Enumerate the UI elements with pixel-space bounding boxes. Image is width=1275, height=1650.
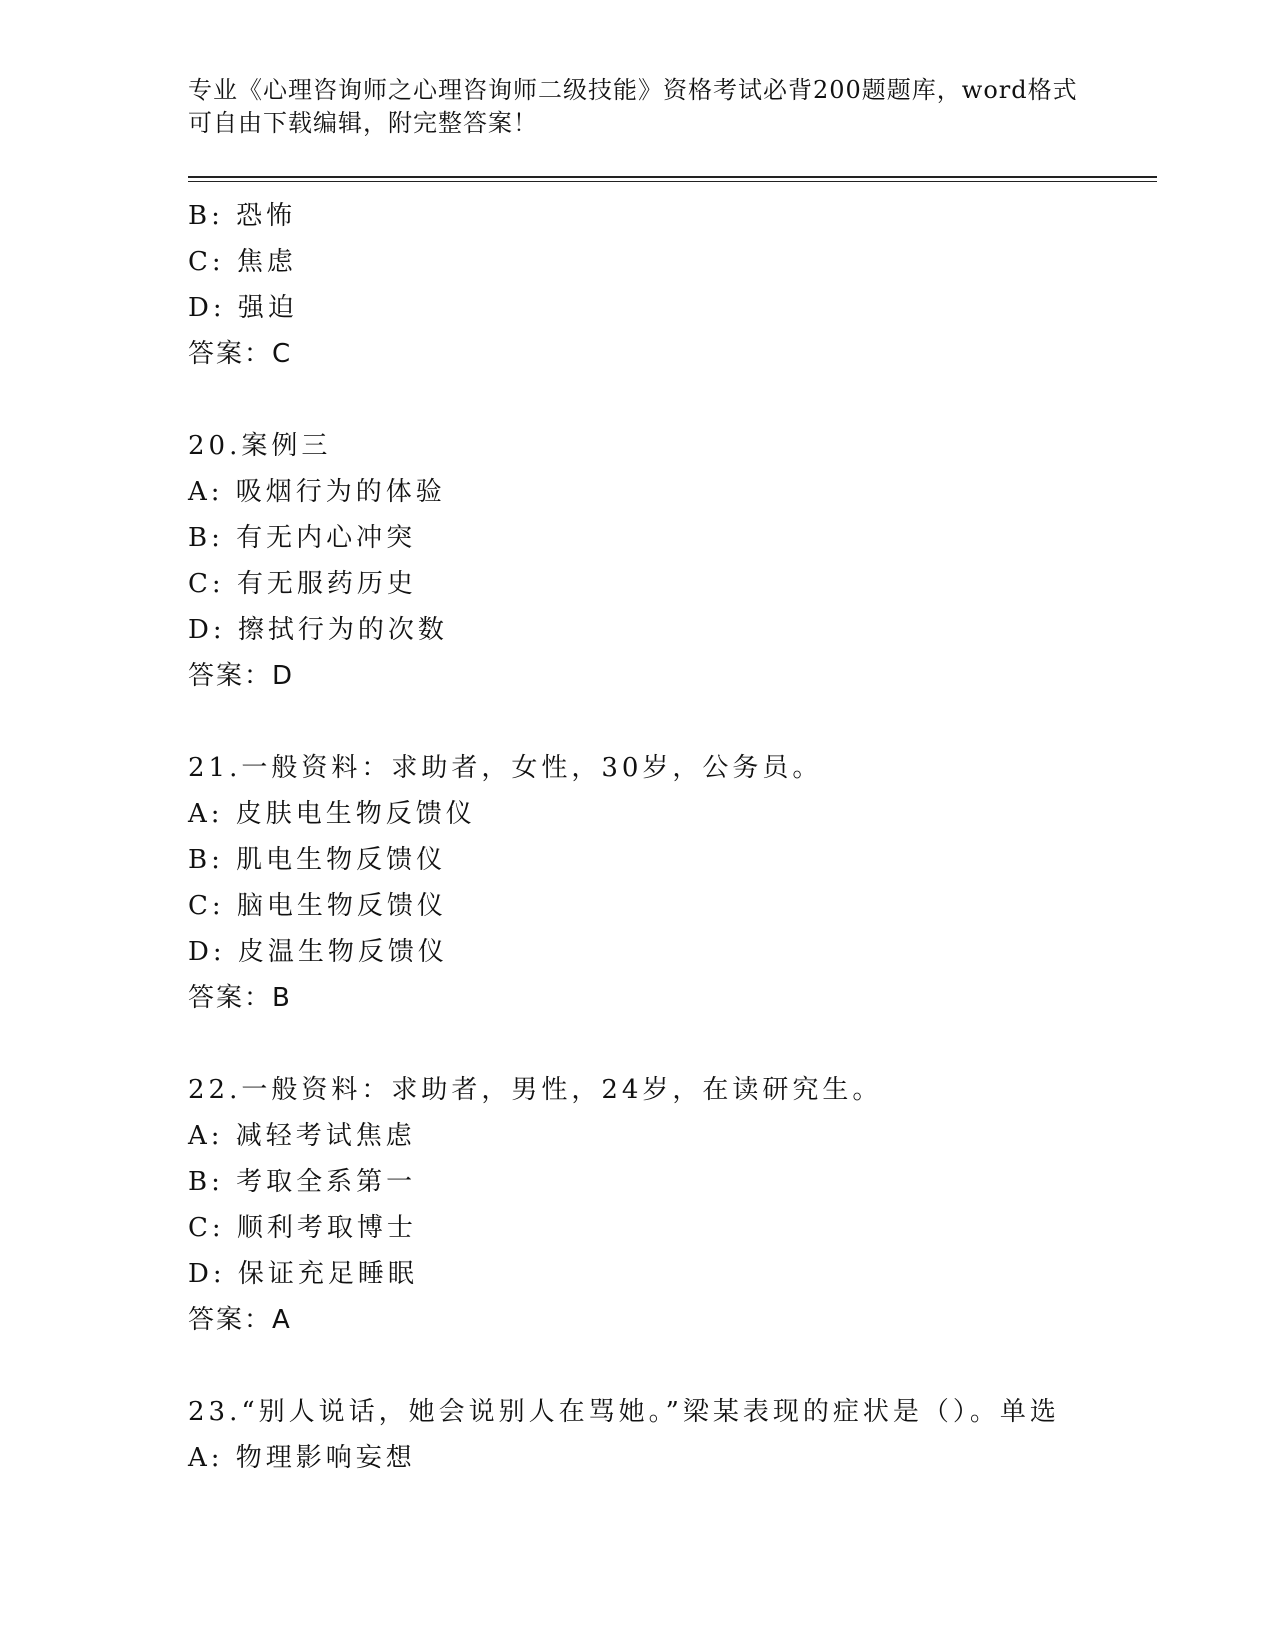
option-c: C: 有无服药历史 xyxy=(188,569,417,599)
option-b: B: 恐怖 xyxy=(188,201,297,231)
option-d: D: 擦拭行为的次数 xyxy=(188,615,448,645)
header-divider xyxy=(188,176,1157,178)
header-divider-thin xyxy=(188,181,1157,182)
question-block xyxy=(188,423,1148,699)
answer-line: 答案：C xyxy=(188,339,293,369)
option-b: B: 肌电生物反馈仪 xyxy=(188,845,447,875)
option-a: A: 皮肤电生物反馈仪 xyxy=(188,799,476,829)
question-stem: 20.案例三 xyxy=(188,431,332,461)
option-a: A: 物理影响妄想 xyxy=(188,1443,416,1473)
option-a: A: 吸烟行为的体验 xyxy=(188,477,446,507)
question-stem: 21.一般资料：求助者，女性，30岁，公务员。 xyxy=(188,753,823,783)
option-c: C: 焦虑 xyxy=(188,247,297,277)
header-line-1: 专业《心理咨询师之心理咨询师二级技能》资格考试必背200题题库，word格式 xyxy=(188,76,1078,104)
answer-line: 答案：B xyxy=(188,983,292,1013)
option-c: C: 顺利考取博士 xyxy=(188,1213,417,1243)
question-stem: 23.“别人说话，她会说别人在骂她。”梁某表现的症状是（）。单选 xyxy=(188,1397,1060,1427)
answer-line: 答案：A xyxy=(188,1305,292,1335)
header-line-2: 可自由下载编辑，附完整答案！ xyxy=(188,109,538,137)
option-b: B: 有无内心冲突 xyxy=(188,523,417,553)
option-a: A: 减轻考试焦虑 xyxy=(188,1121,416,1151)
question-list xyxy=(188,193,1148,1481)
document-header xyxy=(188,74,1088,140)
question-block xyxy=(188,193,1148,377)
question-block xyxy=(188,745,1148,1021)
option-d: D: 皮温生物反馈仪 xyxy=(188,937,448,967)
question-block xyxy=(188,1067,1148,1343)
option-b: B: 考取全系第一 xyxy=(188,1167,417,1197)
question-block xyxy=(188,1389,1148,1481)
question-stem: 22.一般资料：求助者，男性，24岁，在读研究生。 xyxy=(188,1075,883,1105)
option-d: D: 保证充足睡眠 xyxy=(188,1259,418,1289)
answer-line: 答案：D xyxy=(188,661,295,691)
option-c: C: 脑电生物反馈仪 xyxy=(188,891,447,921)
option-d: D: 强迫 xyxy=(188,293,298,323)
